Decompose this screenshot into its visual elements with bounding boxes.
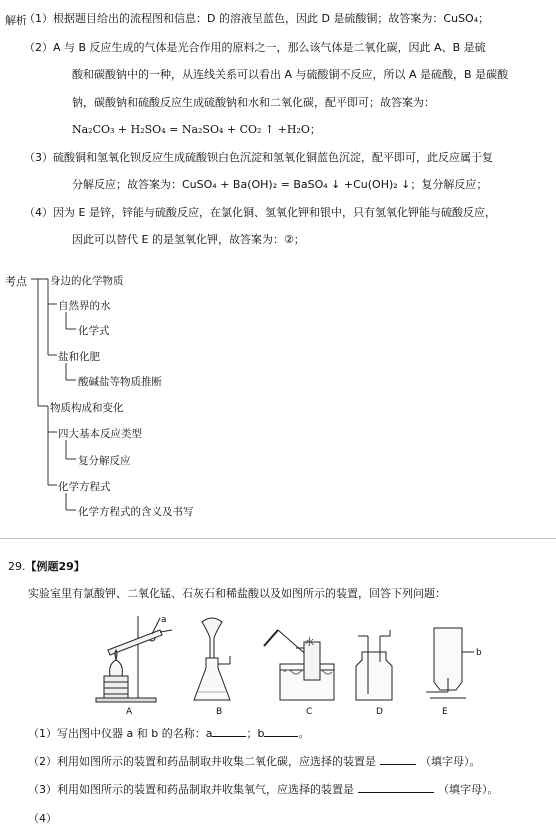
apparatus-e — [426, 628, 474, 698]
analysis-line-6: 分解反应；故答案为：CuSO₄ + Ba(OH)₂ = BaSO₄ ↓ +Cu(OH)₂ ↓；复分解反应； — [72, 178, 488, 191]
apparatus-label-d: D — [376, 707, 383, 717]
q2-text: （2）利用如图所示的装置和药品制取并收集二氧化碳，应选择的装置是 — [28, 755, 376, 768]
apparatus-figure — [90, 608, 490, 720]
analysis-line-5: （3）硫酸铜和氢氧化钡反应生成硫酸钡白色沉淀和氢氧化铜蓝色沉淀，配平即可，此反应属于复 — [24, 151, 493, 164]
q1-text: （1）写出图中仪器 a 和 b 的名称：a — [28, 727, 213, 740]
q3-end: （填字母）。 — [438, 783, 499, 796]
example-tag: 【例题29】 — [25, 560, 85, 573]
water-label: 水 — [305, 638, 315, 648]
question-3 — [28, 783, 499, 797]
analysis-label: 解析 — [5, 14, 27, 27]
apparatus-c — [264, 630, 334, 700]
q1-blank-b[interactable] — [264, 736, 298, 737]
kaodian-label: 考点 — [5, 275, 27, 288]
q3-blank[interactable] — [358, 792, 434, 793]
q3-text: （3）利用如图所示的装置和药品制取并收集氧气，应选择的装置是 — [28, 783, 354, 796]
analysis-line-7: （4）因为 E 是锌，锌能与硫酸反应，在氯化铜、氢氧化钾和银中，只有氢氧化钾能与硫酸反应， — [24, 206, 496, 219]
analysis-line-2: （2）A 与 B 反应生成的气体是光合作用的原料之一，那么该气体是二氧化碳，因此 A、B 是硫 — [24, 41, 486, 54]
tree-node-2: 自然界的水 — [58, 300, 111, 312]
apparatus-b — [194, 618, 230, 700]
apparatus-d — [356, 630, 392, 700]
apparatus-label-b: B — [216, 707, 223, 717]
apparatus-label-e: E — [442, 707, 448, 717]
callout-b-label: b — [476, 648, 482, 658]
analysis-line-1: （1）根据题目给出的流程图和信息：D 的溶液呈蓝色，因此 D 是硫酸铜；故答案为：CuSO₄； — [24, 12, 490, 25]
tree-node-9: 化学方程式 — [58, 481, 111, 493]
analysis-line-8: 因此可以替代 E 的是氢氧化钾，故答案为：②； — [72, 233, 305, 246]
apparatus-label-c: C — [306, 707, 313, 717]
q1-mid: ；b — [246, 727, 265, 740]
apparatus-label-a: A — [126, 707, 133, 717]
q1-end: 。 — [298, 727, 310, 740]
tree-node-5: 酸碱盐等物质推断 — [78, 376, 162, 388]
q2-end: （填字母）。 — [420, 755, 481, 768]
tree-node-1: 身边的化学物质 — [50, 275, 124, 287]
section-divider — [0, 538, 556, 539]
tree-node-4: 盐和化肥 — [58, 351, 100, 363]
tree-node-7: 四大基本反应类型 — [58, 428, 142, 440]
analysis-line-3: 酸和碳酸钠中的一种，从连线关系可以看出 A 与硫酸铜不反应，所以 A 是硫酸，B 是碳酸 — [72, 68, 509, 81]
tree-node-8: 复分解反应 — [78, 455, 131, 467]
example-number: 29. — [8, 560, 26, 573]
q2-blank[interactable] — [380, 764, 416, 765]
analysis-equation-1: Na₂CO₃ + H₂SO₄ = Na₂SO₄ + CO₂ ↑ +H₂O； — [72, 123, 321, 136]
question-2 — [28, 755, 481, 769]
analysis-line-4: 钠，碳酸钠和硫酸反应生成硫酸钠和水和二氧化碳，配平即可；故答案为： — [72, 96, 435, 109]
apparatus-a — [96, 616, 172, 702]
tree-node-6: 物质构成和变化 — [50, 402, 124, 414]
example-title — [8, 558, 85, 574]
q1-blank-a[interactable] — [212, 736, 246, 737]
callout-a-label: a — [161, 615, 167, 625]
tree-node-10: 化学方程式的含义及书写 — [78, 506, 194, 518]
question-4: （4） — [28, 812, 57, 825]
tree-node-3: 化学式 — [78, 325, 110, 337]
example-intro: 实验室里有氯酸钾、二氧化锰、石灰石和稀盐酸以及如图所示的装置，回答下列问题： — [28, 587, 446, 600]
question-1 — [28, 727, 309, 741]
